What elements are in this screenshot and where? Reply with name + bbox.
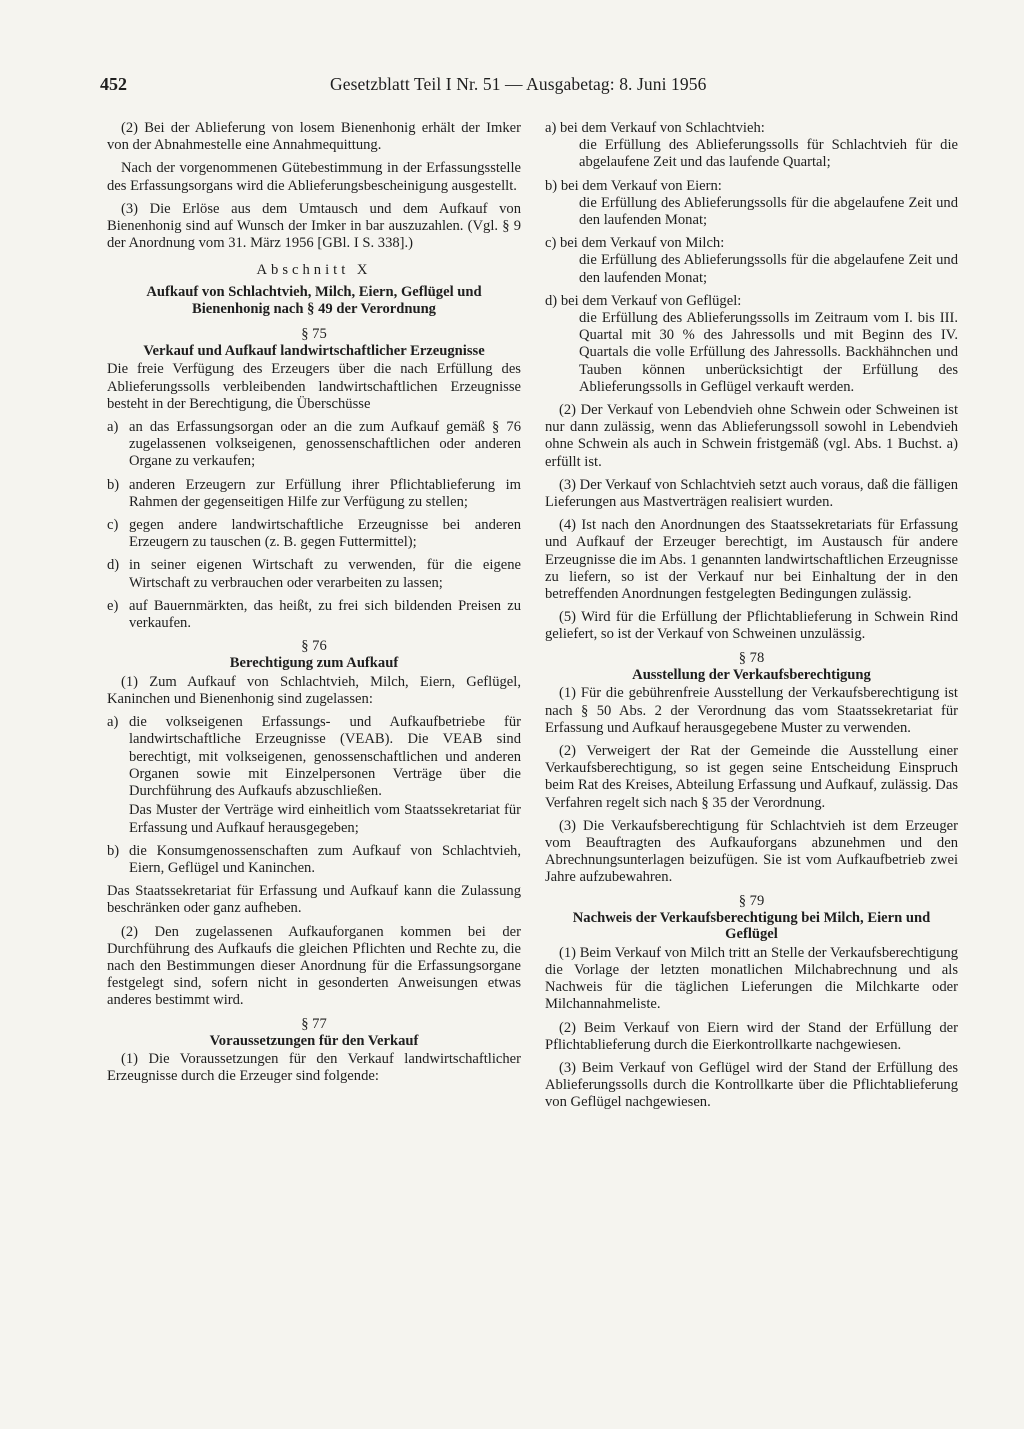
list-item-label: b)	[545, 177, 558, 194]
list-item	[545, 178, 958, 230]
list-item	[107, 477, 521, 511]
list-item-label: c)	[545, 235, 557, 252]
paragraph-title: Verkauf und Aufkauf landwirtschaftlicher Erzeugnisse	[143, 342, 485, 359]
list-item-heading	[545, 235, 958, 252]
paragraph: (3) Die Verkaufsberechtigung für Schlachtvieh ist dem Erzeuger vom Beauftragten des Aufkauforgans abzunehmen und den Abrechnungsunterlagen beizufügen. Sie ist vom Aufkaufbetrieb zwei Jahre aufzubewahren.	[545, 817, 958, 886]
paragraph-title: Ausstellung der Verkaufsberechtigung	[632, 666, 871, 683]
paragraph: (2) Bei der Ablieferung von losem Bienenhonig erhält der Imker von der Abnahmestelle eine Annahmequittung.	[107, 120, 521, 154]
list-item-text: die Konsumgenossenschaften zum Aufkauf von Schlachtvieh, Eiern, Geflügel und Kaninchen.	[129, 842, 521, 876]
list-item-text: die Erfüllung des Ablieferungssolls für die abgelaufene Zeit und den laufenden Monat;	[579, 252, 958, 286]
paragraph: (4) Ist nach den Anordnungen des Staatssekretariats für Erfassung und Aufkauf der Erzeuger berechtigt, im Austausch für andere Erzeugnisse die im Abs. 1 genannten landwirtschaftlichen Erzeugnisse zu liefern, so ist der Verkauf nur bei Einhaltung der in den betreffenden Anordnungen festgelegten Bedingungen zulässig.	[545, 517, 958, 603]
paragraph: (5) Wird für die Erfüllung der Pflichtablieferung in Schwein Rind geliefert, so ist der Verkauf von Schweinen unzulässig.	[545, 609, 958, 643]
paragraph: (2) Verweigert der Rat der Gemeinde die Ausstellung einer Verkaufsberechtigung, so ist gegen seine Entscheidung Einspruch beim Rat des Kreises, Abteilung Erfassung und Aufkauf, zulässig. Das Verfahren regelt sich nach § 35 der Verordnung.	[545, 743, 958, 811]
list-item-label: d)	[545, 292, 558, 309]
paragraph: (1) Zum Aufkauf von Schlachtvieh, Milch, Eiern, Geflügel, Kaninchen und Bienenhonig sind zugelassen:	[107, 673, 521, 708]
paragraph-number: § 76	[301, 638, 327, 655]
list-item-text: gegen andere landwirtschaftliche Erzeugnisse bei anderen Erzeugern zu tauschen (z. B. gegen Futtermittel);	[129, 516, 521, 551]
running-title: Gesetzblatt Teil I Nr. 51 — Ausgabetag: 8. Juni 1956	[330, 74, 707, 94]
paragraph: (1) Beim Verkauf von Milch tritt an Stelle der Verkaufsberechtigung die Vorlage der letzten monatlichen Milchabrechnung und als Nachweis für die täglichen Lieferungen die Milchkarte oder Milchannahmeliste.	[545, 944, 958, 1013]
page-number: 452	[100, 74, 127, 94]
list-item	[107, 557, 521, 591]
list-item	[545, 235, 958, 287]
list-item-heading	[545, 120, 958, 137]
paragraph-title: Berechtigung zum Aufkauf	[229, 655, 399, 672]
paragraph: Nach der vorgenommenen Gütebestimmung in der Erfassungsstelle des Erfassungsorgans wird die Ablieferungsbescheinigung ausgestellt.	[107, 160, 521, 194]
list-item-label: a)	[545, 120, 557, 136]
paragraph: (2) Den zugelassenen Aufkauforganen kommen bei der Durchführung des Aufkaufs die gleichen Pflichten und Rechte zu, die nach den Bestimmungen dieser Anordnung für die Erfassungsorgane festgelegt sind, sofern nicht in gesonderten Anweisungen etwas anderes bestimmt wird.	[107, 923, 521, 1009]
list-item-text	[129, 714, 521, 836]
paragraph-title: Voraussetzungen für den Verkauf	[209, 1032, 419, 1049]
list-item-head: bei dem Verkauf von Eiern:	[560, 177, 722, 194]
list-item-text: in seiner eigenen Wirtschaft zu verwenden, für die eigene Wirtschaft zu verbrauchen oder verarbeiten zu lassen;	[129, 557, 521, 591]
list-item-label: a)	[107, 418, 119, 435]
paragraph-number: § 79	[738, 892, 765, 909]
list-item-text: anderen Erzeugern zur Erfüllung ihrer Pflichtablieferung im Rahmen der gegenseitigen Hilfe zur Verfügung zu stellen;	[129, 476, 521, 510]
paragraph: (1) Die Voraussetzungen für den Verkauf landwirtschaftlicher Erzeugnisse durch die Erzeuger sind folgende:	[107, 1051, 521, 1085]
list-item-label: a)	[107, 714, 119, 731]
list-item	[107, 714, 521, 836]
list-item-heading	[545, 293, 958, 310]
paragraph: (2) Beim Verkauf von Eiern wird der Stand der Erfüllung der Pflichtablieferung durch die Eierkontrollkarte nachgewiesen.	[545, 1019, 958, 1053]
list-item-label: b)	[107, 842, 120, 859]
paragraph: (3) Der Verkauf von Schlachtvieh setzt auch voraus, daß die fälligen Lieferungen aus Mastverträgen realisiert wurden.	[545, 476, 958, 511]
list-item-head: bei dem Verkauf von Schlachtvieh:	[560, 120, 765, 136]
section-title: Aufkauf von Schlachtvieh, Milch, Eiern, Geflügel und Bienenhonig nach § 49 der Verordnung	[146, 283, 482, 317]
list-item	[545, 120, 958, 172]
paragraph: (3) Die Erlöse aus dem Umtausch und dem Aufkauf von Bienenhonig sind auf Wunsch der Imker in bar auszuzahlen. (Vgl. § 9 der Anordnung vom 31. März 1956 [GBl. I S. 338].)	[107, 200, 521, 252]
paragraph: (2) Der Verkauf von Lebendvieh ohne Schwein oder Schweinen ist nur dann zulässig, wenn das Ablieferungssoll sowohl in Lebendvieh ohne Schwein als auch in Schwein fristgemäß (vgl. Abs. 1 Buchst. a) erfüllt ist.	[545, 402, 958, 470]
list-item	[545, 293, 958, 396]
paragraph-title: Nachweis der Verkaufsberechtigung bei Milch, Eiern und Geflügel	[572, 909, 931, 943]
list-item	[107, 419, 521, 471]
list-item-label: d)	[107, 557, 120, 574]
list-item	[107, 598, 521, 632]
list-item-body: die volkseigenen Erfassungs- und Aufkaufbetriebe für landwirtschaftliche Erzeugnisse (VEAB). Die VEAB sind berechtigt, mit volkseigenen, genossenschaftlichen und anderen Organen sowie mit Einzelpersonen Verträge über die Durchführung des Aufkaufs abzuschließen.	[129, 714, 521, 800]
list-item-text: die Erfüllung des Ablieferungssolls für Schlachtvieh für die abgelaufene Zeit und das laufende Quartal;	[579, 137, 958, 171]
list-item	[107, 517, 521, 551]
list-item-text: die Erfüllung des Ablieferungssolls im Zeitraum vom I. bis III. Quartal mit 30 % des Jahressolls und mit Beginn des IV. Quartals die volle Erfüllung des Jahressolls. Backhähnchen und Tauben können unberücksichtigt der Erfüllung des Ablieferungssolls in Geflügel verkauft werden.	[579, 310, 958, 395]
list-item-head: bei dem Verkauf von Milch:	[560, 235, 725, 252]
list-item-head: bei dem Verkauf von Geflügel:	[560, 292, 742, 309]
paragraph-number: § 77	[301, 1015, 327, 1032]
list-item-label: b)	[107, 476, 120, 493]
list-item-label: c)	[107, 516, 119, 533]
list-item	[107, 843, 521, 877]
paragraph-number: § 75	[301, 325, 327, 342]
list-item-text: an das Erfassungsorgan oder an die zum Aufkauf gemäß § 76 zugelassenen volkseigenen, genossenschaftlichen oder anderen Organe zu verkaufen;	[129, 418, 521, 470]
paragraph: (3) Beim Verkauf von Geflügel wird der Stand der Erfüllung des Ablieferungssolls durch die Kontrollkarte über die Pflichtablieferung von Geflügel nachgewiesen.	[545, 1060, 958, 1111]
list-item-heading	[545, 178, 958, 195]
left-column	[107, 120, 521, 1092]
right-column	[545, 120, 958, 1118]
list-item-text: die Erfüllung des Ablieferungssolls für die abgelaufene Zeit und den laufenden Monat;	[579, 194, 958, 229]
list-item-subparagraph: Das Muster der Verträge wird einheitlich vom Staatssekretariat für Erfassung und Aufkauf herausgegeben;	[129, 802, 521, 836]
list-item-label: e)	[107, 597, 119, 614]
paragraph: (1) Für die gebührenfreie Ausstellung der Verkaufsberechtigung ist nach § 50 Abs. 2 der Verordnung das vom Staatssekretariat für Erfassung und Aufkauf herausgegebene Muster zu verwenden.	[545, 685, 958, 736]
paragraph: Die freie Verfügung des Erzeugers über die nach Erfüllung des Ablieferungssolls verbleibenden landwirtschaftlichen Erzeugnisse besteht in der Berechtigung, die Überschüsse	[107, 361, 521, 412]
section-heading-abschnitt: Abschnitt X	[256, 262, 372, 279]
list-item-text: auf Bauernmärkten, das heißt, zu frei sich bildenden Preisen zu verkaufen.	[129, 597, 521, 631]
paragraph: Das Staatssekretariat für Erfassung und Aufkauf kann die Zulassung beschränken oder ganz aufheben.	[107, 883, 521, 917]
paragraph-number: § 78	[738, 649, 765, 666]
